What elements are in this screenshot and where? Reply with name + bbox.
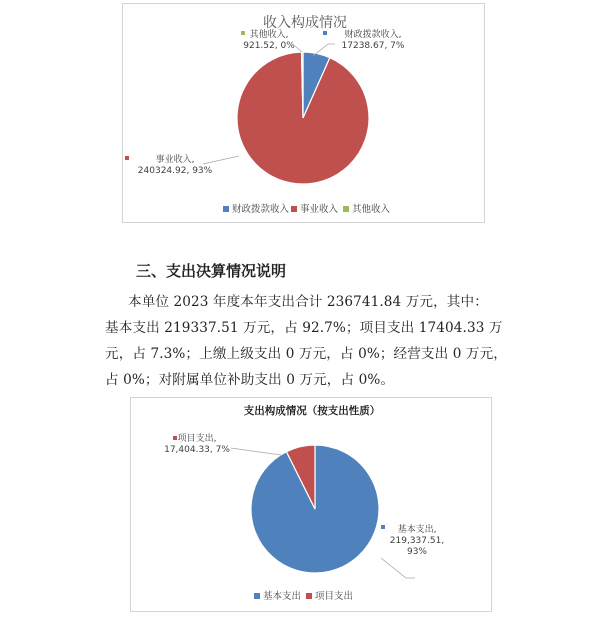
legend-swatch-基本支出 [254, 593, 260, 599]
legend-swatch-项目支出 [306, 593, 312, 599]
legend-label-事业收入: 事业收入 [300, 204, 339, 215]
leader-line [381, 558, 415, 578]
legend-label-基本支出: 基本支出 [263, 591, 302, 602]
data-label-财政拨款收入: 财政拨款收入, 17238.67, 7% [341, 30, 405, 51]
label-marker [323, 31, 327, 35]
leader-line [231, 448, 281, 455]
legend-label-财政拨款收入: 财政拨款收入 [232, 204, 290, 215]
income-chart [122, 3, 485, 223]
legend-swatch-其他收入 [343, 206, 349, 212]
label-marker [381, 525, 385, 529]
section-heading: 三、支出决算情况说明 [136, 262, 287, 280]
data-label-项目支出: 项目支出, 17,404.33, 7% [164, 434, 230, 455]
paragraph-line-2: 基本支出 219337.51 万元，占 92.7%；项目支出 17404.33 万 [105, 320, 503, 336]
data-label-基本支出: 基本支出, 219,337.51, 93% [389, 525, 445, 557]
data-label-事业收入: 事业收入, 240324.92, 93% [137, 155, 213, 176]
leader-line [203, 156, 239, 164]
label-marker [125, 156, 129, 160]
chart-legend [254, 590, 353, 602]
legend-label-其他收入: 其他收入 [352, 204, 391, 215]
chart-title: 支出构成情况（按支出性质） [243, 405, 381, 417]
chart-title: 收入构成情况 [263, 15, 347, 31]
legend-swatch-财政拨款收入 [223, 206, 229, 212]
legend-swatch-事业收入 [291, 206, 297, 212]
paragraph-line-4: 占 0%；对附属单位补助支出 0 万元，占 0%。 [105, 372, 395, 388]
expenditure-pie-svg [131, 398, 493, 613]
legend-label-项目支出: 项目支出 [315, 591, 354, 602]
income-pie-svg [123, 4, 486, 224]
label-marker [173, 436, 177, 440]
chart-legend [223, 203, 391, 215]
data-label-其他收入: 其他收入, 921.52, 0% [243, 30, 295, 51]
label-marker [241, 31, 245, 35]
paragraph-line-1: 本单位 2023 年度本年支出合计 236741.84 万元，其中： [128, 294, 488, 310]
leader-line [295, 46, 302, 52]
expenditure-chart [130, 397, 492, 612]
paragraph-line-3: 元，占 7.3%；上缴上级支出 0 万元，占 0%；经营支出 0 万元， [105, 346, 507, 362]
